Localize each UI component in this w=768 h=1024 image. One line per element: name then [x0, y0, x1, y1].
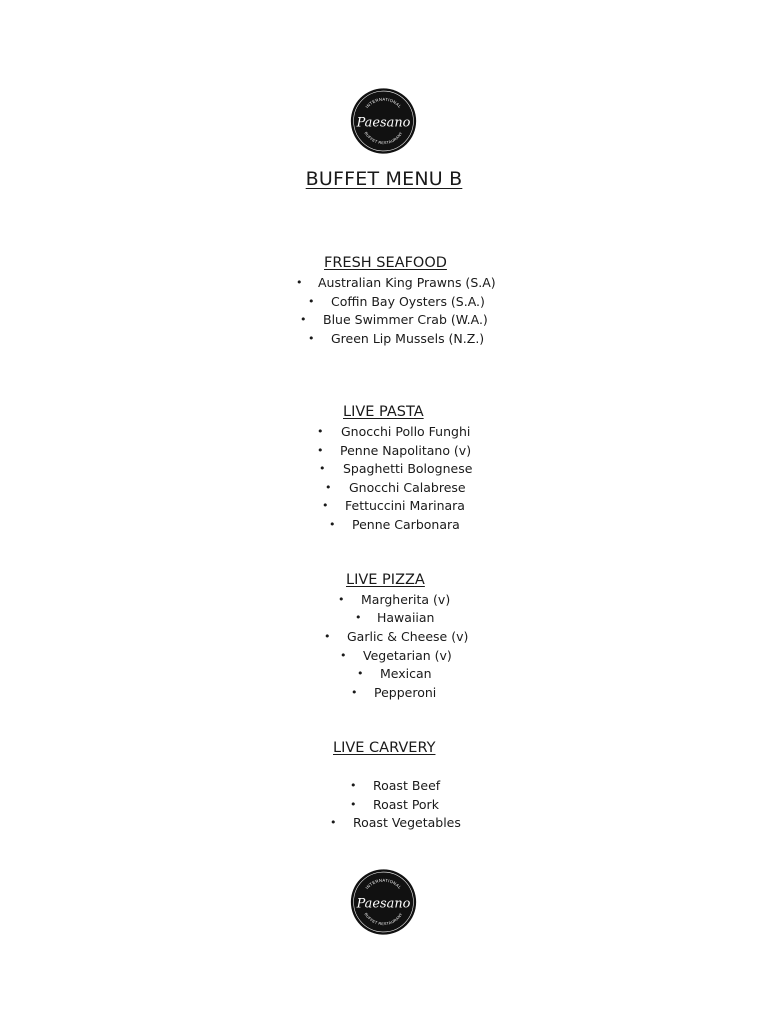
page-title-text: BUFFET MENU B: [305, 168, 463, 190]
logo-brand-text: Paesano: [356, 115, 411, 131]
section-heading: FRESH SEAFOOD: [324, 255, 447, 271]
section-heading: LIVE PIZZA: [346, 572, 425, 588]
menu-item: Margherita (v): [361, 592, 451, 607]
menu-item: Pepperoni: [374, 685, 437, 700]
bullet-icon: •: [308, 295, 315, 308]
bullet-icon: •: [357, 667, 364, 680]
bullet-icon: •: [317, 425, 324, 438]
bullet-icon: •: [350, 779, 357, 792]
bullet-icon: •: [325, 481, 332, 494]
bullet-icon: •: [317, 444, 324, 457]
menu-item: Roast Beef: [373, 778, 441, 793]
restaurant-logo-top: [348, 87, 419, 155]
bullet-icon: •: [308, 332, 315, 345]
bullet-icon: •: [324, 630, 331, 643]
menu-item: Coffin Bay Oysters (S.A.): [331, 294, 485, 309]
menu-item: Blue Swimmer Crab (W.A.): [323, 312, 488, 327]
menu-item: Spaghetti Bolognese: [343, 461, 473, 476]
section-heading: LIVE CARVERY: [333, 740, 436, 756]
logo-arc-top-text: INTERNATIONAL: [364, 96, 403, 110]
logo-arc-top-text: INTERNATIONAL: [364, 877, 403, 891]
bullet-icon: •: [351, 686, 358, 699]
menu-item: Garlic & Cheese (v): [347, 629, 469, 644]
menu-item: Roast Pork: [373, 797, 439, 812]
menu-item: Green Lip Mussels (N.Z.): [331, 331, 485, 346]
bullet-icon: •: [322, 499, 329, 512]
logo-arc-bottom-text: BUFFET RESTAURANT: [363, 912, 404, 927]
menu-item: Gnocchi Calabrese: [349, 480, 466, 495]
logo-arc-bottom-text: BUFFET RESTAURANT: [363, 131, 404, 146]
bullet-icon: •: [355, 611, 362, 624]
menu-item: Fettuccini Marinara: [345, 498, 465, 513]
menu-item: Gnocchi Pollo Funghi: [341, 424, 471, 439]
bullet-icon: •: [340, 649, 347, 662]
menu-item: Hawaiian: [377, 610, 435, 625]
bullet-icon: •: [300, 313, 307, 326]
restaurant-logo-bottom: [348, 868, 419, 936]
menu-item: Roast Vegetables: [353, 815, 461, 830]
bullet-icon: •: [319, 462, 326, 475]
menu-item: Australian King Prawns (S.A): [318, 275, 496, 290]
menu-item: Mexican: [380, 666, 432, 681]
bullet-icon: •: [330, 816, 337, 829]
bullet-icon: •: [350, 798, 357, 811]
bullet-icon: •: [329, 518, 336, 531]
section-heading: LIVE PASTA: [343, 404, 424, 420]
logo-brand-text: Paesano: [356, 896, 411, 912]
bullet-icon: •: [338, 593, 345, 606]
bullet-icon: •: [296, 276, 303, 289]
menu-item: Penne Carbonara: [352, 517, 460, 532]
menu-item: Vegetarian (v): [363, 648, 452, 663]
menu-item: Penne Napolitano (v): [340, 443, 472, 458]
page-title: [0, 168, 768, 190]
